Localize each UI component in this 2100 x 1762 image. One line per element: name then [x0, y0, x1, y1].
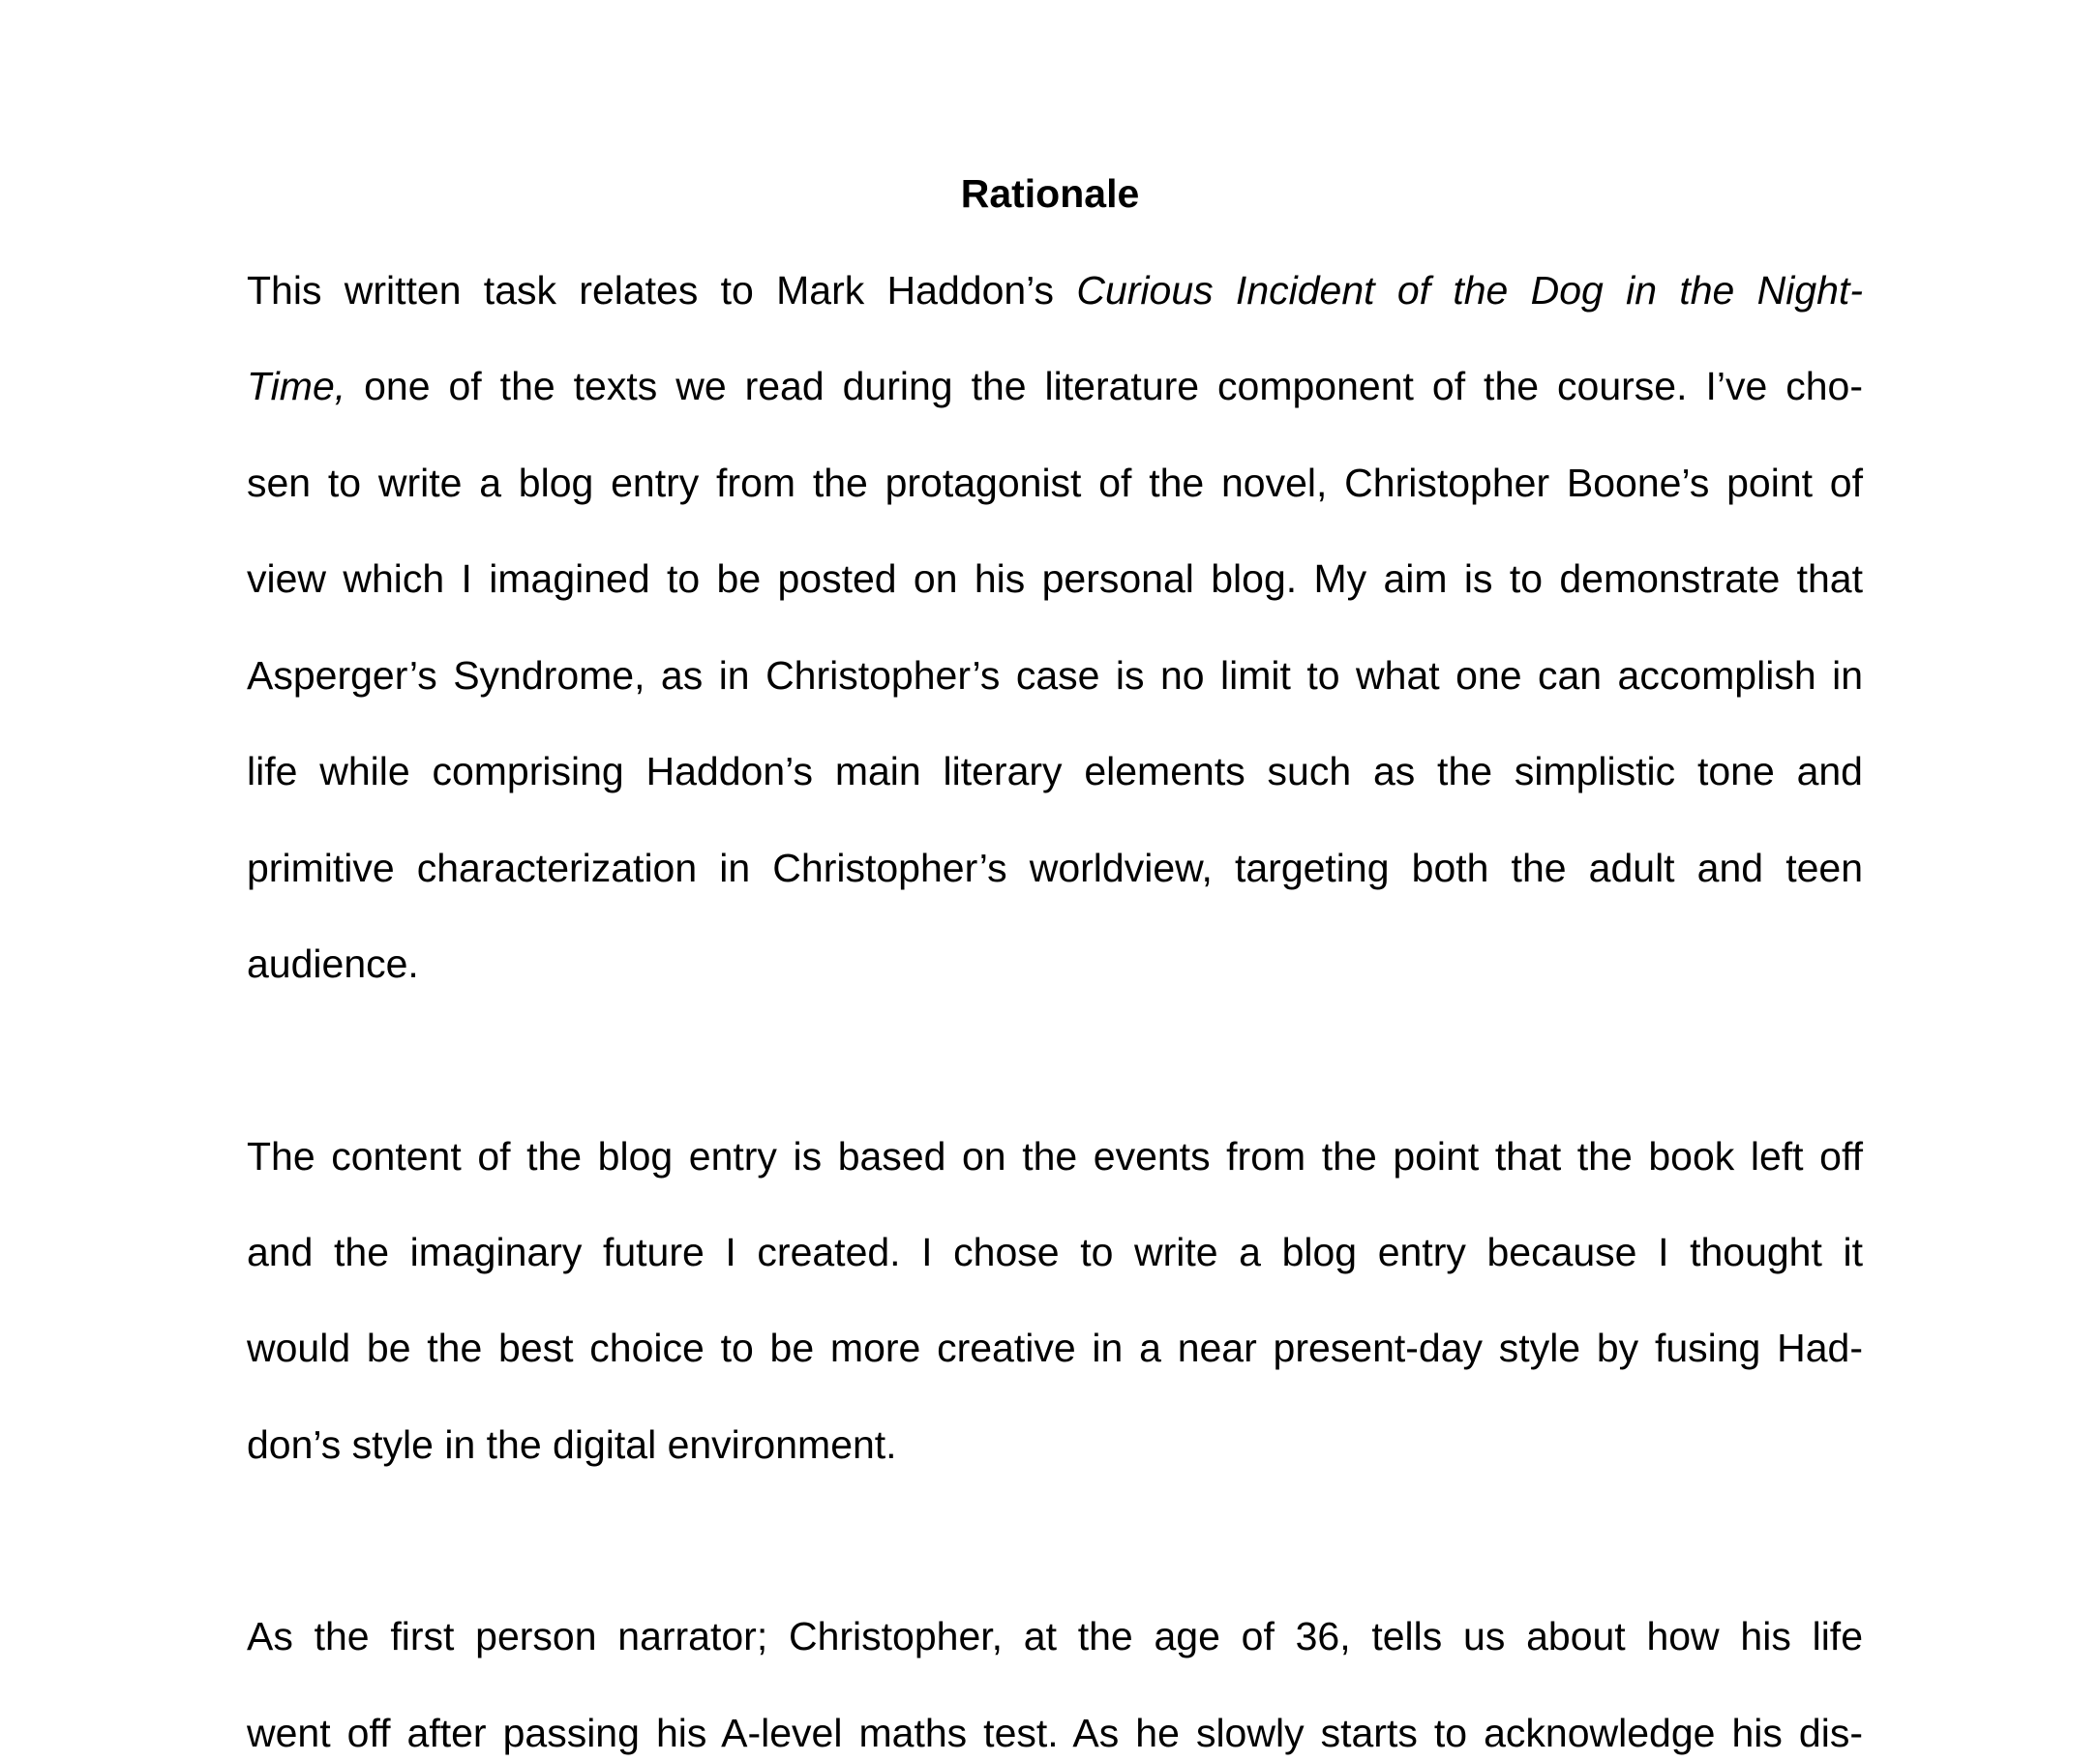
paragraph-1-line-8: audience. [247, 941, 419, 986]
paragraph-3-line-2: went off after passing his A-level maths test. As he slowly starts to acknowledge his dis- [247, 1711, 1863, 1755]
paragraph-1-line-4: view which I imagined to be posted on his personal blog. My aim is to demonstrate that [247, 556, 1863, 601]
book-title-part-2: Time, [247, 364, 346, 408]
document-title: Rationale [960, 171, 1140, 216]
paragraph-1-line-5: Asperger’s Syndrome, as in Christopher’s case is no limit to what one can accomplish in [247, 653, 1863, 698]
paragraph-2-line-4: don’s style in the digital environment. [247, 1422, 897, 1467]
paragraph-1-line-2-text: one of the texts we read during the literature component of the course. I’ve cho- [345, 364, 1863, 408]
paragraph-1-line-7: primitive characterization in Christopher’s worldview, targeting both the adult and teen [247, 846, 1863, 890]
paragraph-2-line-1: The content of the blog entry is based on the events from the point that the book left off [247, 1134, 1863, 1179]
paragraph-1-line-1 [247, 261, 1863, 319]
paragraph-2-line-2: and the imaginary future I created. I chose to write a blog entry because I thought it [247, 1230, 1863, 1274]
book-title-part-1: Curious Incident of the Dog in the Night- [1076, 268, 1864, 313]
paragraph-1-line-2 [247, 357, 1863, 415]
paragraph-1-line-1-text: This written task relates to Mark Haddon’s [247, 268, 1077, 313]
paragraph-3-line-1: As the first person narrator; Christopher, at the age of 36, tells us about how his life [247, 1614, 1863, 1658]
paragraph-2-line-3: would be the best choice to be more creative in a near present-day style by fusing Had- [247, 1326, 1863, 1370]
paragraph-1-line-3: sen to write a blog entry from the protagonist of the novel, Christopher Boone’s point of [247, 461, 1863, 505]
paragraph-1-line-6: life while comprising Haddon’s main literary elements such as the simplistic tone and [247, 749, 1863, 793]
